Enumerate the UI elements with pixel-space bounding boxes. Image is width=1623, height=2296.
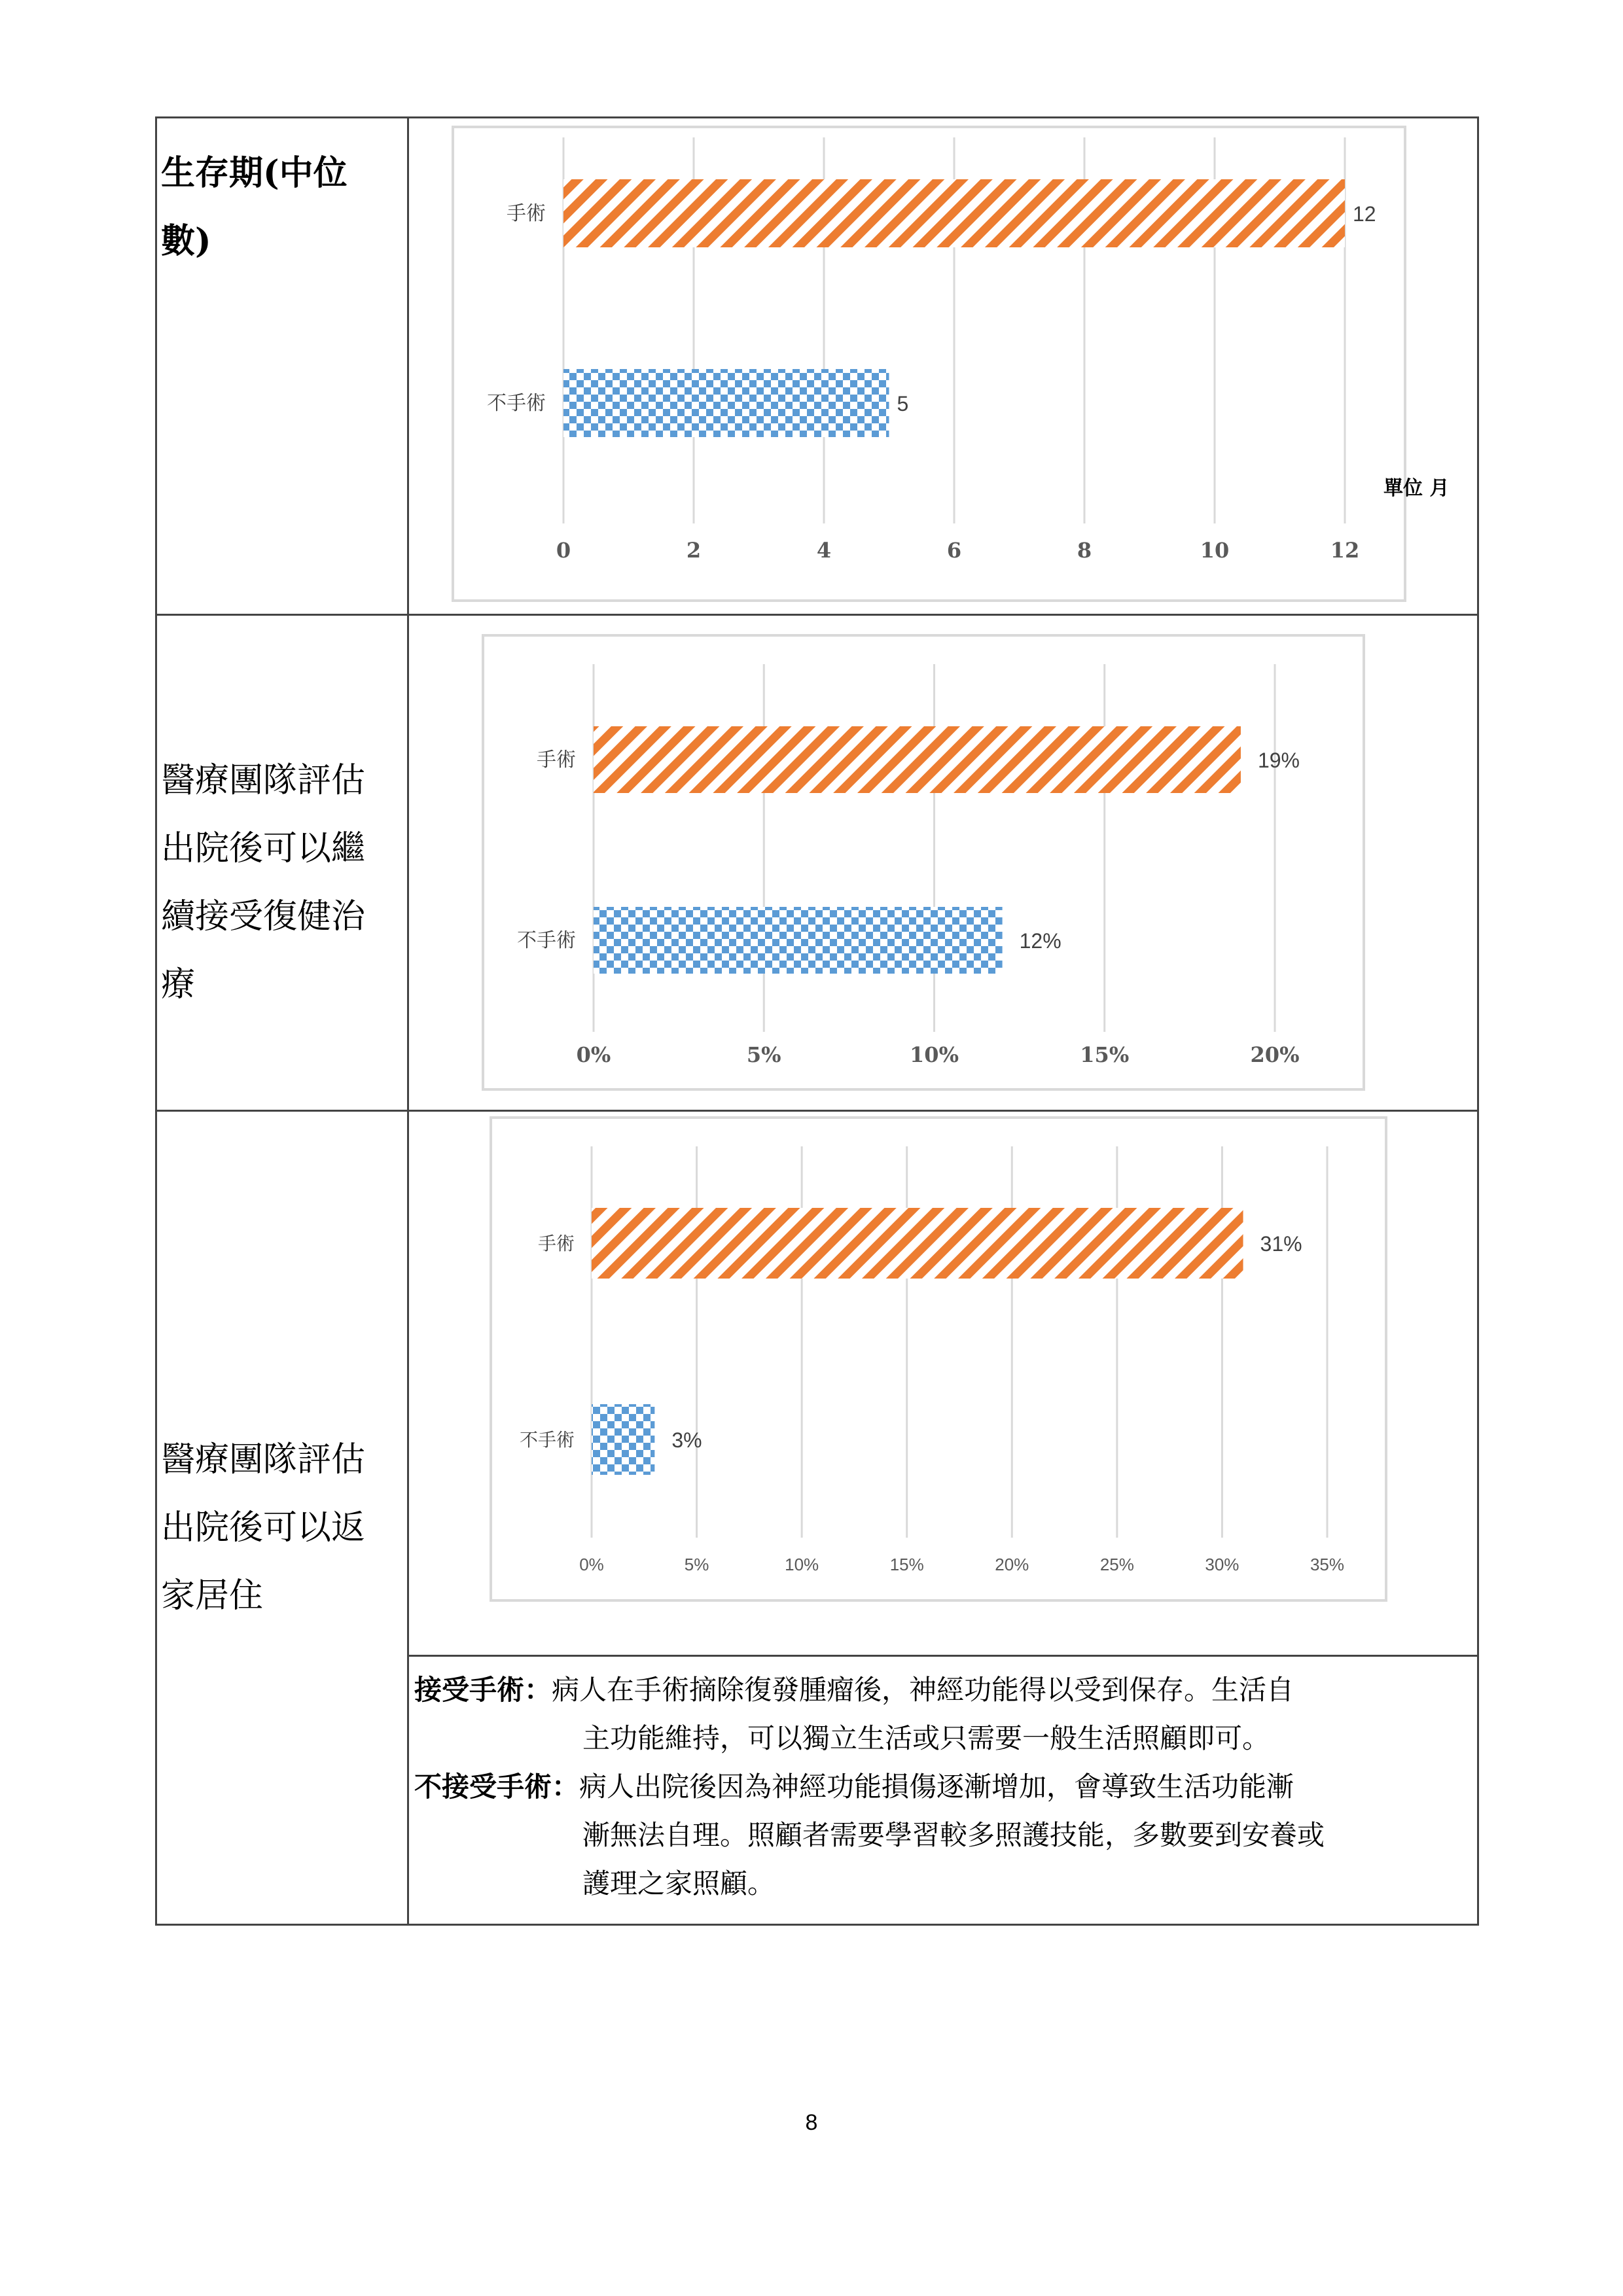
table-row-home <box>156 1111 1478 1656</box>
bar-no-surgery <box>592 1404 654 1475</box>
tick-label: 10% <box>910 1042 959 1067</box>
tick-label: 2 <box>686 538 702 563</box>
chart-svg <box>484 637 1363 1088</box>
tick-label: 12 <box>1330 538 1360 563</box>
chart-cell-rehab <box>408 615 1478 1111</box>
bar-no-surgery <box>563 369 889 437</box>
bar-surgery <box>563 179 1345 247</box>
tick-label: 8 <box>1077 538 1092 563</box>
value-label: 12% <box>1019 929 1061 953</box>
tick-label: 5% <box>746 1042 781 1067</box>
row-label-line: 家居住 <box>161 1576 264 1616</box>
note-text: 主功能維持，可以獨立生活或只需要一般生活照顧即可。 <box>582 1722 1270 1754</box>
table-row-survival <box>156 118 1478 615</box>
tick-label: 15% <box>889 1555 924 1574</box>
tick-label: 30% <box>1205 1555 1240 1574</box>
chart-svg <box>492 1119 1385 1599</box>
chart-survival <box>452 126 1450 602</box>
tick-label: 20% <box>1250 1042 1300 1067</box>
value-label: 31% <box>1260 1232 1302 1256</box>
row-label-rehab <box>156 615 408 1111</box>
value-label: 12 <box>1353 202 1376 226</box>
tick-label: 0% <box>576 1042 611 1067</box>
row-label-home <box>156 1111 408 1925</box>
chart-cell-home <box>408 1111 1478 1656</box>
tick-label: 20% <box>995 1555 1029 1574</box>
tick-label: 15% <box>1080 1042 1130 1067</box>
bar-no-surgery <box>594 907 1003 974</box>
row-label-line: 續接受復健治 <box>161 897 366 936</box>
value-label: 19% <box>1257 749 1300 772</box>
tick-label: 0% <box>579 1555 604 1574</box>
content-table <box>155 116 1479 1926</box>
tick-label: 10 <box>1200 538 1230 563</box>
value-label: 3% <box>671 1428 702 1452</box>
value-label: 5 <box>897 392 909 415</box>
tick-label: 10% <box>785 1555 819 1574</box>
category-label: 手術 <box>537 749 576 771</box>
note-text: 病人在手術摘除復發腫瘤後，神經功能得以受到保存。生活自 <box>552 1674 1294 1706</box>
chart-cell-survival <box>408 118 1478 615</box>
tick-label: 35% <box>1310 1555 1345 1574</box>
note-text: 護理之家照顧。 <box>582 1867 776 1899</box>
category-label: 手術 <box>537 1233 575 1254</box>
category-label: 不手術 <box>519 1429 575 1451</box>
row-label-line: 生存期(中位 <box>161 153 348 193</box>
note-surgery <box>414 1666 1471 1714</box>
category-label: 手術 <box>507 202 546 225</box>
chart-rehab <box>482 634 1365 1091</box>
row-label-line: 醫療團隊評估 <box>161 761 366 800</box>
tick-label: 25% <box>1099 1555 1134 1574</box>
page-number: 8 <box>805 2110 818 2135</box>
row-label-line: 療 <box>161 965 196 1004</box>
category-label: 不手術 <box>487 392 546 415</box>
note-text: 病人出院後因為神經功能損傷逐漸增加，會導致生活功能漸 <box>579 1771 1294 1803</box>
chart-home <box>490 1116 1387 1602</box>
note-text: 漸無法自理。照顧者需要學習較多照護技能，多數要到安養或 <box>582 1819 1325 1851</box>
notes-cell <box>408 1656 1478 1925</box>
category-label: 不手術 <box>517 929 576 952</box>
row-label-line: 出院後可以繼 <box>161 829 366 868</box>
row-label-line: 數) <box>161 221 211 261</box>
row-label-line: 醫療團隊評估 <box>161 1440 366 1479</box>
row-label-line: 出院後可以返 <box>161 1508 366 1547</box>
table-row-rehab <box>156 615 1478 1111</box>
tick-label: 6 <box>946 538 962 563</box>
unit-label: 單位 月 <box>1383 477 1450 500</box>
note-no-surgery <box>414 1763 1471 1811</box>
note-key-no-surgery: 不接受手術： <box>414 1771 580 1803</box>
bar-surgery <box>592 1208 1243 1279</box>
tick-label: 0 <box>556 538 571 563</box>
row-label-survival <box>156 118 408 615</box>
chart-svg <box>454 128 1450 599</box>
bar-surgery <box>594 726 1241 793</box>
tick-label: 4 <box>816 538 832 563</box>
note-key-surgery: 接受手術： <box>414 1674 552 1706</box>
tick-label: 5% <box>684 1555 709 1574</box>
